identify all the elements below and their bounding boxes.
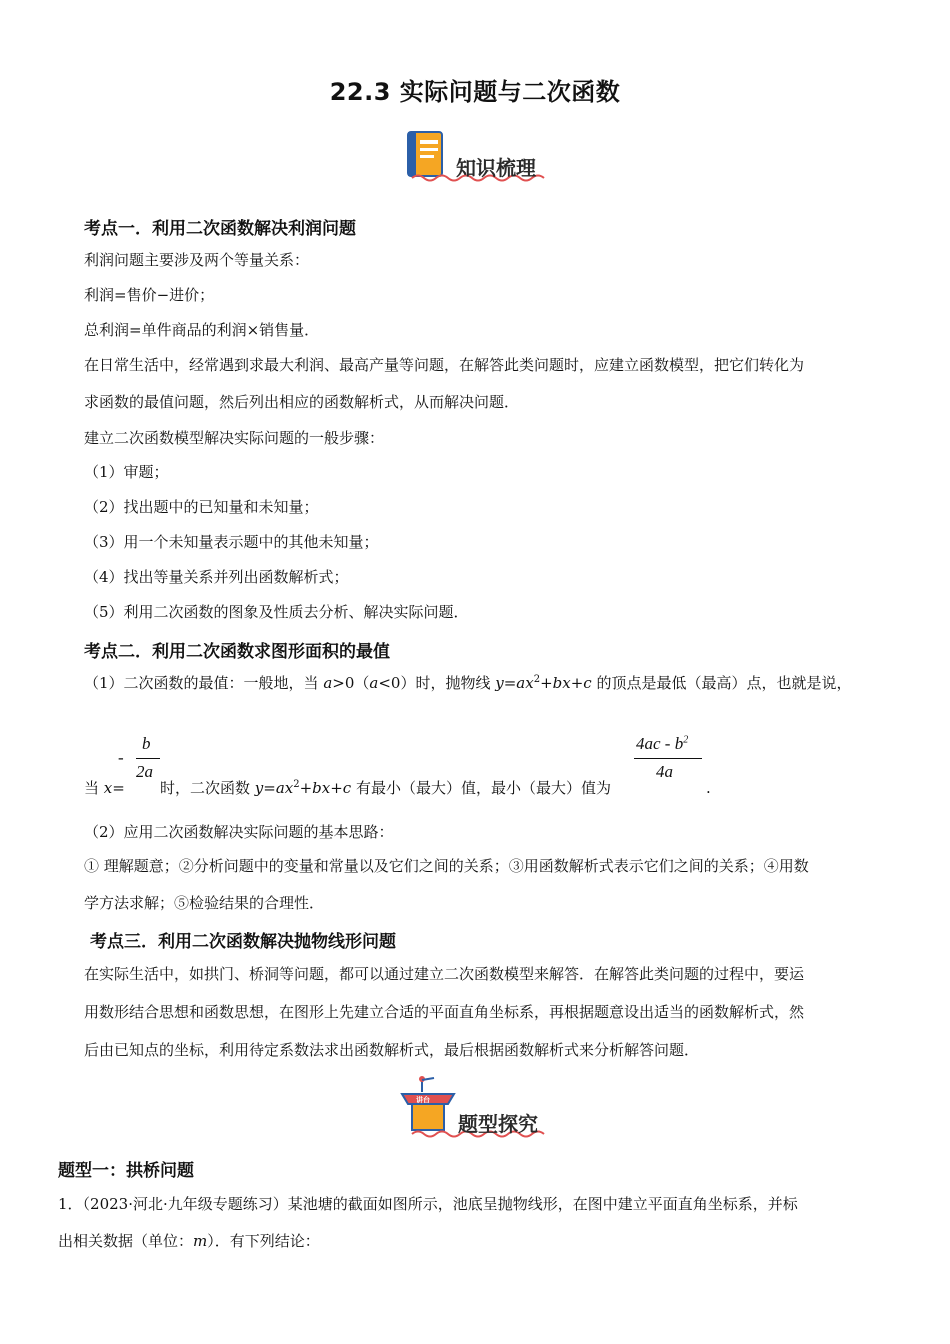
denominator: 4a	[656, 762, 673, 781]
minus-sign: -	[118, 748, 124, 767]
section1-step: （2）找出题中的已知量和未知量；	[84, 498, 319, 516]
expr: +bx+c	[540, 674, 592, 692]
var-a: a	[323, 674, 333, 692]
section2-line1	[84, 673, 851, 693]
section1-step: （5）利用二次函数的图象及性质去分析、解决实际问题．	[84, 603, 469, 621]
section1-step: （4）找出等量关系并列出函数解析式；	[84, 568, 349, 586]
section2-line: ① 理解题意；②分析问题中的变量和常量以及它们之间的关系；③用函数解析式表示它们之间的关系；④用数	[84, 857, 809, 875]
text: ）．有下列结论：	[207, 1232, 320, 1250]
knowledge-badge	[404, 130, 554, 184]
text: 时，二次函数	[160, 779, 255, 797]
section1-line: 利润问题主要涉及两个等量关系：	[84, 251, 310, 269]
section2-heading: 考点二．利用二次函数求图形面积的最值	[84, 642, 390, 662]
text: 出相关数据（单位：	[58, 1232, 194, 1250]
fraction-bar	[634, 758, 702, 759]
text: 的顶点是最低（最高）点，也就是说，	[591, 674, 852, 692]
expr: y=ax	[495, 674, 534, 692]
text: 当	[84, 779, 104, 797]
section2-line2-right	[160, 778, 611, 798]
section3-line: 在实际生活中，如拱门、桥洞等问题，都可以通过建立二次函数模型来解答．在解答此类问题的过程中，要运	[84, 965, 805, 983]
numerator: b	[142, 734, 151, 753]
section2-line: （2）应用二次函数解决实际问题的基本思路：	[84, 823, 394, 841]
unit-m: m	[193, 1232, 208, 1250]
section1-heading: 考点一．利用二次函数解决利润问题	[84, 219, 356, 239]
section2-line: 学方法求解；⑤检验结果的合理性．	[84, 894, 325, 912]
question-1-line1: 1．（2023·河北·九年级专题练习）某池塘的截面如图所示，池底呈抛物线形，在图中建立平面直角坐标系，并标	[58, 1195, 798, 1213]
text: （1）二次函数的最值：一般地，当	[84, 674, 324, 692]
numerator	[636, 734, 688, 754]
section1-step: （1）审题；	[84, 463, 169, 481]
section3-heading: 考点三．利用二次函数解决抛物线形问题	[90, 932, 396, 952]
expr: +bx+c	[299, 779, 352, 797]
knowledge-badge-label: 知识梳理	[456, 156, 536, 180]
question-types-badge-label: 题型探究	[458, 1112, 538, 1136]
section2-line2-period: .	[706, 779, 711, 797]
fraction-bar	[136, 758, 160, 759]
section1-line: 总利润=单件商品的利润×销售量．	[84, 321, 320, 339]
section1-line: 求函数的最值问题，然后列出相应的函数解析式，从而解决问题．	[84, 393, 520, 411]
var-x: x	[103, 779, 113, 797]
fraction-extreme-value	[634, 734, 714, 790]
type1-heading: 题型一：拱桥问题	[58, 1161, 194, 1181]
text: <0）时，抛物线	[378, 674, 496, 692]
section1-step: （3）用一个未知量表示题中的其他未知量；	[84, 533, 379, 551]
question-1-line2	[58, 1231, 320, 1251]
text: 有最小（最大）值，最小（最大）值为	[351, 779, 611, 797]
denominator: 2a	[136, 762, 153, 781]
var-a: a	[369, 674, 379, 692]
exponent: 2	[533, 674, 541, 685]
numerator-text: 4ac - b	[636, 734, 684, 753]
text: >0（	[332, 674, 370, 692]
section1-line: 建立二次函数模型解决实际问题的一般步骤：	[84, 429, 385, 447]
section2-line2-left	[84, 778, 125, 798]
expr: y=ax	[254, 779, 294, 797]
exponent: 2	[683, 734, 689, 746]
podium-label: 讲台	[416, 1096, 430, 1104]
question-types-badge	[398, 1074, 558, 1138]
text: =	[112, 779, 125, 797]
section1-line: 利润=售价−进价；	[84, 286, 215, 304]
section1-line: 在日常生活中，经常遇到求最大利润、最高产量等问题，在解答此类问题时，应建立函数模型，把它们转化为	[84, 356, 805, 374]
page-title: 22.3 实际问题与二次函数	[329, 78, 621, 106]
exponent: 2	[293, 779, 300, 790]
section3-line: 后由已知点的坐标，利用待定系数法求出函数解析式，最后根据函数解析式来分析解答问题．	[84, 1041, 700, 1059]
section3-line: 用数形结合思想和函数思想，在图形上先建立合适的平面直角坐标系，再根据题意设出适当的函数解析式，然	[84, 1003, 805, 1021]
